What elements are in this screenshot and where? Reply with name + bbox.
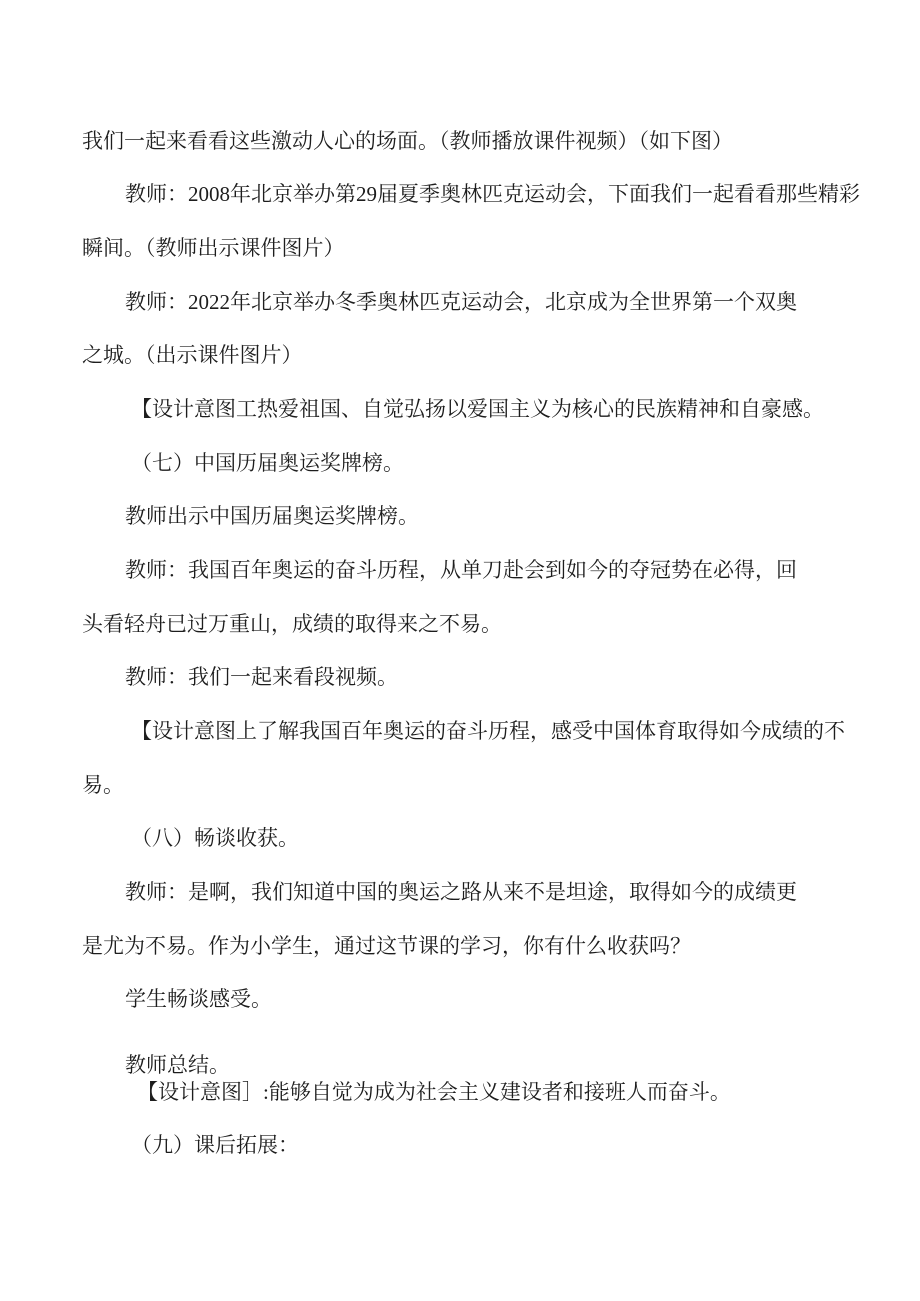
doc-line-1: 我们一起来看看这些激动人心的场面。（教师播放课件视频）（如下图） bbox=[82, 129, 733, 153]
doc-line-13: 易。 bbox=[82, 773, 124, 797]
doc-line-18: 教师总结。 bbox=[125, 1053, 230, 1077]
doc-line-4: 教师：2022年北京举办冬季奥林匹克运动会，北京成为全世界第一个双奥 bbox=[125, 290, 797, 314]
doc-line-16: 是尤为不易。作为小学生，通过这节课的学习，你有什么收获吗？ bbox=[82, 934, 691, 958]
doc-line-15: 教师：是啊，我们知道中国的奥运之路从来不是坦途，取得如今的成绩更 bbox=[125, 880, 797, 904]
doc-line-17: 学生畅谈感受。 bbox=[125, 987, 272, 1011]
doc-line-6: 【设计意图工热爱祖国、自觉弘扬以爱国主义为核心的民族精神和自豪感。 bbox=[131, 397, 824, 421]
doc-line-9: 教师：我国百年奥运的奋斗历程，从单刀赴会到如今的夺冠势在必得，回 bbox=[125, 558, 797, 582]
doc-line-2: 教师：2008年北京举办第29届夏季奥林匹克运动会，下面我们一起看看那些精彩 bbox=[125, 182, 860, 206]
doc-line-12: 【设计意图上了解我国百年奥运的奋斗历程，感受中国体育取得如今成绩的不 bbox=[131, 719, 845, 743]
doc-line-8: 教师出示中国历届奥运奖牌榜。 bbox=[125, 504, 419, 528]
doc-line-14-section-heading: （八）畅谈收获。 bbox=[131, 826, 299, 850]
doc-line-20-section-heading: （九）课后拓展： bbox=[131, 1133, 299, 1157]
doc-line-5: 之城。（出示课件图片） bbox=[82, 343, 303, 367]
doc-line-3: 瞬间。（教师出示课件图片） bbox=[82, 236, 345, 260]
doc-line-19: 【设计意图］:能够自觉为成为社会主义建设者和接班人而奋斗。 bbox=[137, 1080, 731, 1104]
doc-line-7-section-heading: （七）中国历届奥运奖牌榜。 bbox=[131, 451, 404, 475]
doc-line-10: 头看轻舟已过万重山，成绩的取得来之不易。 bbox=[82, 612, 502, 636]
doc-line-11: 教师：我们一起来看段视频。 bbox=[125, 665, 398, 689]
